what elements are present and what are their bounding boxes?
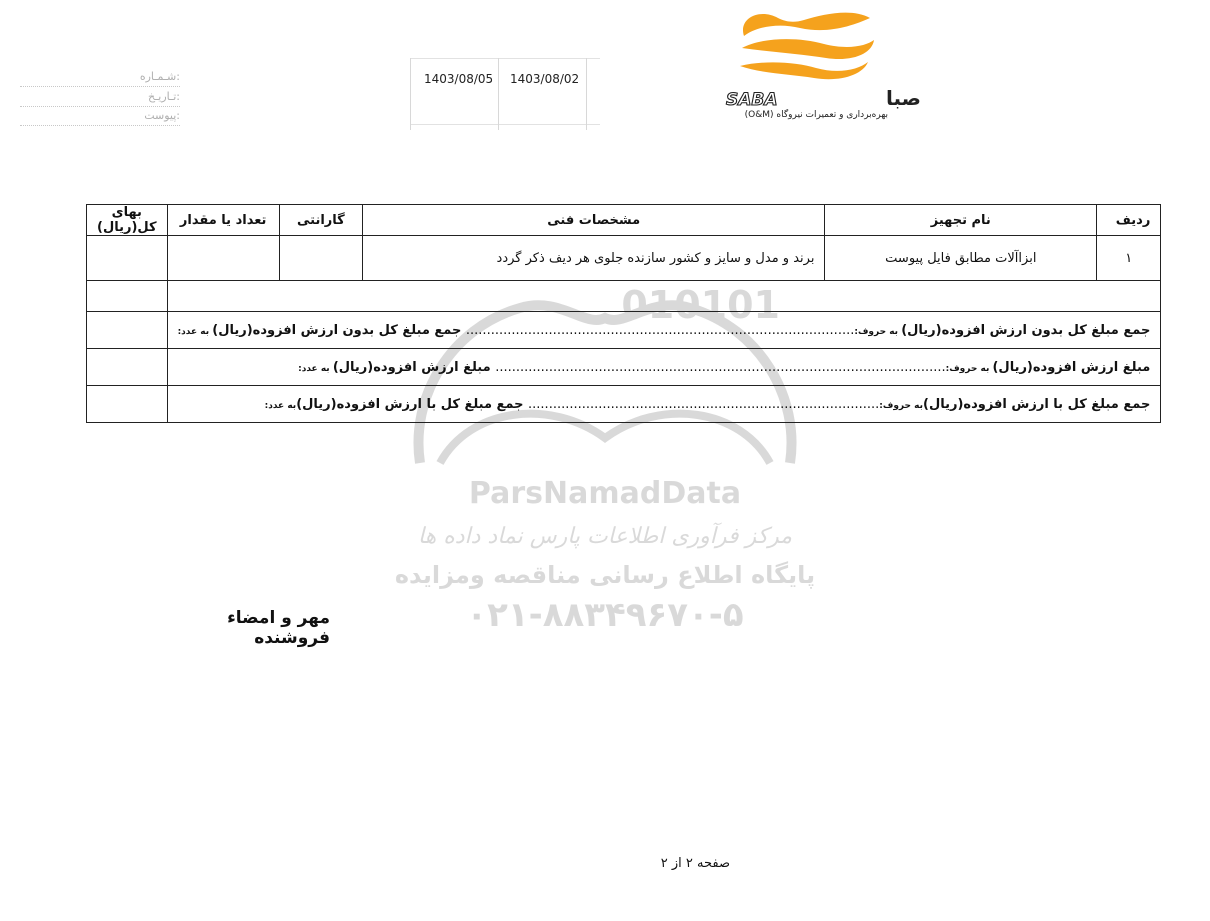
watermark-phone: ۰۲۱-۸۸۳۴۹۶۷۰-۵ (466, 595, 744, 635)
header-total-price: بهای کل(ریال) (87, 205, 168, 236)
summary-vat-value (87, 349, 168, 386)
summary-vat-text (167, 349, 1161, 386)
summary-subtotal-words-suffix: به حروف: (854, 326, 902, 337)
summary-vat-dots: ............................................................................................................. (495, 359, 946, 375)
summary-row-subtotal (87, 312, 1161, 349)
number-field (20, 70, 180, 87)
blank-row (87, 281, 1161, 312)
date-box-top-border (410, 58, 600, 59)
cell-warranty (279, 236, 362, 281)
watermark-line-2: پایگاه اطلاع رسانی مناقصه ومزایده (394, 561, 816, 589)
attachment-label: پيوست: (144, 109, 180, 122)
summary-vat-words-label: مبلغ ارزش افزوده(ریال) (992, 359, 1151, 375)
seller-seal-label: مهر و امضاء فروشنده (227, 608, 330, 648)
header-quantity: تعداد یا مقدار (167, 205, 279, 236)
header-row-number: ردیف (1097, 205, 1161, 236)
header-warranty: گارانتی (279, 205, 362, 236)
date-value-1: 1403/08/05 (424, 72, 494, 86)
watermark-line-1: مرکز فرآوری اطلاعات پارس نماد داده ها (417, 524, 793, 549)
date-box-bottom-border (410, 124, 600, 125)
date-box (410, 58, 600, 130)
watermark-brand: ParsNamadData (468, 476, 742, 511)
summary-subtotal-dots: .............................................................................................. (465, 322, 855, 338)
header-specs: مشخصات فنی (363, 205, 825, 236)
date-field (20, 90, 180, 107)
saba-logo-graphic (720, 4, 921, 112)
cell-specs: برند و مدل و سایز و کشور سازنده جلوی هر دیف ذکر گردد (363, 236, 825, 281)
cell-total-price (87, 236, 168, 281)
attachment-field (20, 109, 180, 126)
date-box-divider (498, 58, 499, 130)
summary-total-words-suffix: به حروف: (879, 400, 923, 411)
cell-equipment: ابزاآلات مطابق فایل پیوست (825, 236, 1097, 281)
cell-row-number: ۱ (1097, 236, 1161, 281)
items-table (86, 204, 1161, 423)
page-number: صفحه ۲ از ۲ (660, 856, 730, 871)
blank-row-price-cell (87, 281, 168, 312)
date-box-right-border (586, 58, 587, 130)
summary-vat-digits-suffix: به عدد: (298, 363, 333, 374)
summary-subtotal-digits-label: جمع مبلغ کل بدون ارزش افزوده(ریال) (212, 322, 466, 338)
logo-latin-text: SABA (726, 90, 778, 110)
logo-swoosh-bottom (740, 62, 868, 79)
summary-vat-words-suffix: به حروف: (945, 363, 993, 374)
logo-swoosh-middle (742, 39, 874, 59)
table-header-row (87, 205, 1161, 236)
cell-quantity (167, 236, 279, 281)
summary-total-value (87, 386, 168, 423)
summary-subtotal-words-label: جمع مبلغ کل بدون ارزش افزوده(ریال) (901, 322, 1151, 338)
date-label: تـاريـخ: (147, 90, 180, 103)
summary-total-words-label: جمع مبلغ کل با ارزش افزوده(ریال) (923, 396, 1151, 412)
summary-subtotal-text (167, 312, 1161, 349)
date-value-2: 1403/08/02 (510, 72, 580, 86)
blank-row-cell (167, 281, 1161, 312)
saba-logo (720, 4, 921, 124)
watermark-digits: 010101 (621, 283, 780, 327)
summary-total-text (167, 386, 1161, 423)
header-equipment: نام تجهیز (825, 205, 1097, 236)
logo-swoosh-top (743, 13, 870, 36)
summary-vat-digits-label: مبلغ ارزش افزوده(ریال) (332, 359, 496, 375)
summary-total-dots: ..................................................................................... (528, 396, 880, 412)
summary-subtotal-value (87, 312, 168, 349)
summary-total-digits-suffix: به عدد: (264, 400, 297, 411)
number-label: شـمـاره: (139, 70, 180, 83)
logo-subtitle: بهره‌برداری و تعمیرات نیروگاه (O&M) (744, 110, 888, 120)
summary-total-digits-label: جمع مبلغ کل با ارزش افزوده(ریال) (296, 396, 529, 412)
summary-row-total (87, 386, 1161, 423)
summary-subtotal-digits-suffix: به عدد: (177, 326, 213, 337)
logo-persian-text: صبا (886, 86, 921, 110)
date-box-left-border (410, 58, 411, 130)
table-row (87, 236, 1161, 281)
summary-row-vat (87, 349, 1161, 386)
